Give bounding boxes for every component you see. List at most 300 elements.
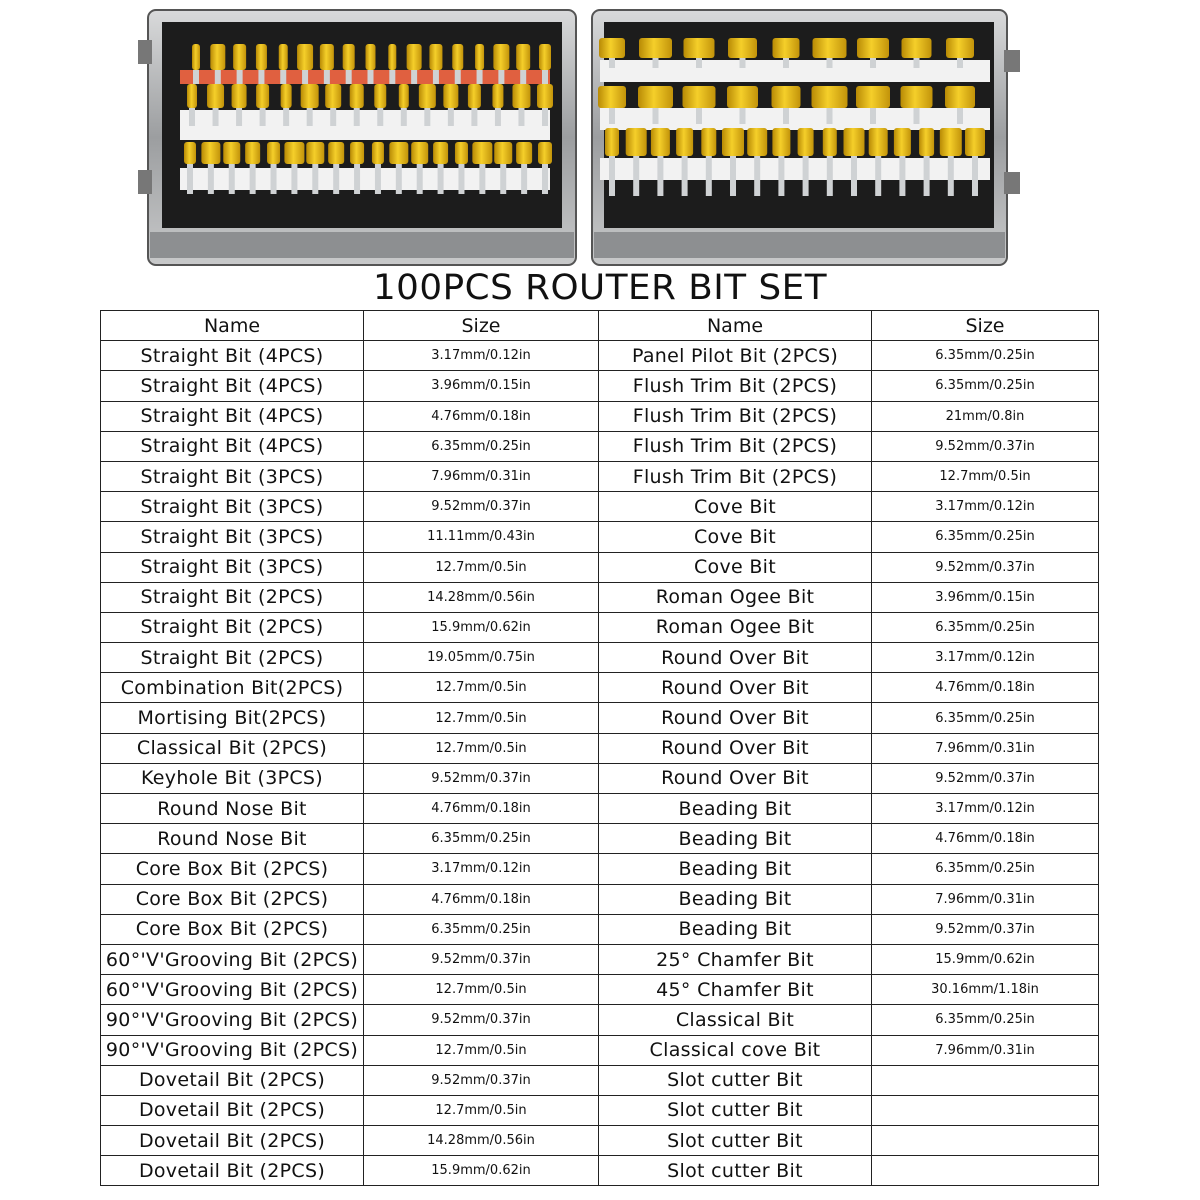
router-bit-head bbox=[494, 142, 512, 164]
table-row bbox=[101, 1156, 1099, 1186]
right-name-cell: Beading Bit bbox=[599, 794, 872, 824]
left-size-cell: 9.52mm/0.37in bbox=[364, 944, 599, 974]
router-bit-head bbox=[728, 38, 757, 58]
table-row bbox=[101, 854, 1099, 884]
router-bit-shank bbox=[377, 108, 383, 126]
left-name-cell: Round Nose Bit bbox=[101, 794, 364, 824]
right-name-cell: Round Over Bit bbox=[599, 703, 872, 733]
left-name-cell: Straight Bit (3PCS) bbox=[101, 461, 364, 491]
router-bit-shank bbox=[730, 156, 736, 196]
left-name-cell: 60°'V'Grooving Bit (2PCS) bbox=[101, 975, 364, 1005]
router-bit-shank bbox=[948, 156, 954, 196]
router-bit-shank bbox=[875, 156, 881, 196]
left-size-cell: 12.7mm/0.5in bbox=[364, 552, 599, 582]
left-size-cell: 12.7mm/0.5in bbox=[364, 703, 599, 733]
router-bit-shank bbox=[389, 70, 395, 84]
right-name-cell: 25° Chamfer Bit bbox=[599, 944, 872, 974]
router-bit-head bbox=[901, 86, 933, 108]
right-size-cell: 21mm/0.8in bbox=[872, 401, 1099, 431]
spec-table bbox=[100, 310, 1099, 1186]
right-size-cell: 4.76mm/0.18in bbox=[872, 673, 1099, 703]
router-bit-shank bbox=[682, 156, 688, 196]
router-bit-shank bbox=[236, 108, 242, 126]
router-bit-head bbox=[350, 84, 364, 108]
right-name-cell: Beading Bit bbox=[599, 884, 872, 914]
right-name-cell: Beading Bit bbox=[599, 824, 872, 854]
router-bit-shank bbox=[333, 164, 339, 194]
right-size-cell: 7.96mm/0.31in bbox=[872, 1035, 1099, 1065]
table-row bbox=[101, 341, 1099, 371]
table-row bbox=[101, 431, 1099, 461]
router-bit-head bbox=[232, 84, 247, 108]
table-row bbox=[101, 1095, 1099, 1125]
router-bit-shank bbox=[609, 108, 615, 124]
right-name-cell: Classical Bit bbox=[599, 1005, 872, 1035]
router-bit-head bbox=[516, 142, 532, 164]
left-name-cell: 90°'V'Grooving Bit (2PCS) bbox=[101, 1005, 364, 1035]
router-bit-head bbox=[455, 142, 468, 164]
router-bit-head bbox=[256, 84, 269, 108]
router-bit-head bbox=[857, 38, 889, 58]
router-bit-shank bbox=[778, 156, 784, 196]
left-size-cell: 14.28mm/0.56in bbox=[364, 582, 599, 612]
router-bit-head bbox=[683, 86, 716, 108]
left-name-cell: Dovetail Bit (2PCS) bbox=[101, 1156, 364, 1186]
router-bit-shank bbox=[324, 70, 330, 84]
right-size-cell: 3.17mm/0.12in bbox=[872, 643, 1099, 673]
router-bit-head bbox=[407, 44, 422, 70]
router-bit-shank bbox=[458, 164, 464, 194]
table-row bbox=[101, 914, 1099, 944]
table-row bbox=[101, 703, 1099, 733]
table-row bbox=[101, 643, 1099, 673]
right-name-cell: Roman Ogee Bit bbox=[599, 612, 872, 642]
router-bit-head bbox=[187, 84, 197, 108]
table-row bbox=[101, 673, 1099, 703]
router-bit-head bbox=[452, 44, 463, 70]
left-name-cell: Straight Bit (2PCS) bbox=[101, 643, 364, 673]
router-bit-shank bbox=[740, 58, 746, 68]
router-bit-head bbox=[902, 38, 932, 58]
left-name-cell: Straight Bit (4PCS) bbox=[101, 371, 364, 401]
router-bit-case-image bbox=[0, 0, 1200, 270]
left-name-cell: Classical Bit (2PCS) bbox=[101, 733, 364, 763]
router-bit-head bbox=[516, 44, 530, 70]
router-bit-shank bbox=[924, 156, 930, 196]
left-name-cell: Core Box Bit (2PCS) bbox=[101, 854, 364, 884]
router-bit-shank bbox=[500, 164, 506, 194]
router-bit-head bbox=[372, 142, 384, 164]
router-bit-shank bbox=[957, 108, 963, 124]
left-name-cell: Keyhole Bit (3PCS) bbox=[101, 763, 364, 793]
router-bit-shank bbox=[438, 164, 444, 194]
router-bit-shank bbox=[260, 108, 266, 126]
router-bit-head bbox=[537, 84, 553, 108]
router-bit-shank bbox=[972, 156, 978, 196]
router-bit-shank bbox=[455, 70, 461, 84]
right-name-cell: Flush Trim Bit (2PCS) bbox=[599, 401, 872, 431]
router-bit-shank bbox=[354, 108, 360, 126]
right-name-cell: Slot cutter Bit bbox=[599, 1126, 872, 1156]
left-name-cell: Straight Bit (2PCS) bbox=[101, 582, 364, 612]
router-bit-head bbox=[350, 142, 364, 164]
router-bit-head bbox=[320, 44, 334, 70]
right-size-cell: 9.52mm/0.37in bbox=[872, 763, 1099, 793]
router-bit-head bbox=[823, 128, 837, 156]
router-bit-head bbox=[433, 142, 448, 164]
right-name-cell: Round Over Bit bbox=[599, 643, 872, 673]
left-name-cell: Round Nose Bit bbox=[101, 824, 364, 854]
router-bit-shank bbox=[633, 156, 639, 196]
right-size-cell: 9.52mm/0.37in bbox=[872, 914, 1099, 944]
router-bit-head bbox=[493, 44, 509, 70]
router-bit-head bbox=[599, 38, 625, 58]
table-row bbox=[101, 461, 1099, 491]
table-row bbox=[101, 1035, 1099, 1065]
router-bit-shank bbox=[215, 70, 221, 84]
right-name-cell: Cove Bit bbox=[599, 522, 872, 552]
left-size-cell: 6.35mm/0.25in bbox=[364, 914, 599, 944]
left-size-cell: 3.17mm/0.12in bbox=[364, 854, 599, 884]
router-bit-shank bbox=[914, 58, 920, 68]
router-bit-head bbox=[233, 44, 246, 70]
router-bit-head bbox=[389, 142, 408, 164]
router-bit-shank bbox=[213, 108, 219, 126]
router-bit-head bbox=[301, 84, 319, 108]
hinge-icon bbox=[138, 170, 152, 194]
router-bit-shank bbox=[271, 164, 277, 194]
router-bit-head bbox=[773, 38, 800, 58]
router-bit-head bbox=[512, 84, 530, 108]
right-name-cell: Round Over Bit bbox=[599, 733, 872, 763]
right-size-cell: 9.52mm/0.37in bbox=[872, 552, 1099, 582]
router-bit-shank bbox=[477, 70, 483, 84]
left-size-cell: 6.35mm/0.25in bbox=[364, 431, 599, 461]
router-bit-head bbox=[894, 128, 911, 156]
left-name-cell: Straight Bit (4PCS) bbox=[101, 431, 364, 461]
router-bit-shank bbox=[827, 108, 833, 124]
router-bit-head bbox=[184, 142, 196, 164]
router-bit-shank bbox=[657, 156, 663, 196]
right-size-cell: 6.35mm/0.25in bbox=[872, 371, 1099, 401]
router-bit-head bbox=[722, 128, 744, 156]
router-bit-shank bbox=[396, 164, 402, 194]
router-bit-head bbox=[946, 38, 974, 58]
router-bit-shank bbox=[609, 156, 615, 196]
right-size-cell bbox=[872, 1156, 1099, 1186]
router-bit-head bbox=[798, 128, 814, 156]
router-bit-head bbox=[727, 86, 758, 108]
router-bit-shank bbox=[411, 70, 417, 84]
router-bit-shank bbox=[424, 108, 430, 126]
router-bit-shank bbox=[237, 70, 243, 84]
router-bit-head bbox=[443, 84, 458, 108]
router-bit-head bbox=[297, 44, 313, 70]
router-bit-head bbox=[267, 142, 280, 164]
right-size-cell: 15.9mm/0.62in bbox=[872, 944, 1099, 974]
right-size-cell: 4.76mm/0.18in bbox=[872, 824, 1099, 854]
left-size-cell: 3.17mm/0.12in bbox=[364, 341, 599, 371]
router-bit-head bbox=[844, 128, 865, 156]
router-bit-shank bbox=[354, 164, 360, 194]
router-bit-shank bbox=[518, 108, 524, 126]
table-row bbox=[101, 763, 1099, 793]
router-bit-head bbox=[538, 142, 552, 164]
table-row bbox=[101, 944, 1099, 974]
router-bit-head bbox=[701, 128, 716, 156]
left-size-cell: 15.9mm/0.62in bbox=[364, 1156, 599, 1186]
router-bit-shank bbox=[542, 164, 548, 194]
left-size-cell: 9.52mm/0.37in bbox=[364, 1065, 599, 1095]
left-name-cell: Combination Bit(2PCS) bbox=[101, 673, 364, 703]
table-row bbox=[101, 371, 1099, 401]
right-name-cell: Beading Bit bbox=[599, 854, 872, 884]
router-bit-shank bbox=[187, 164, 193, 194]
router-bit-shank bbox=[827, 58, 833, 68]
right-size-cell: 9.52mm/0.37in bbox=[872, 431, 1099, 461]
router-bit-head bbox=[772, 86, 801, 108]
right-size-cell: 6.35mm/0.25in bbox=[872, 854, 1099, 884]
left-size-cell: 12.7mm/0.5in bbox=[364, 1095, 599, 1125]
left-size-cell: 14.28mm/0.56in bbox=[364, 1126, 599, 1156]
router-bit-shank bbox=[291, 164, 297, 194]
right-size-cell: 6.35mm/0.25in bbox=[872, 1005, 1099, 1035]
router-bit-head bbox=[306, 142, 324, 164]
router-bit-head bbox=[399, 84, 409, 108]
table-row bbox=[101, 794, 1099, 824]
router-bit-shank bbox=[851, 156, 857, 196]
router-bit-head bbox=[429, 44, 442, 70]
router-bit-head bbox=[812, 86, 848, 108]
latch-icon bbox=[1004, 172, 1020, 194]
table-row bbox=[101, 824, 1099, 854]
right-name-cell: Roman Ogee Bit bbox=[599, 582, 872, 612]
table-row bbox=[101, 612, 1099, 642]
router-bit-head bbox=[869, 128, 888, 156]
table-row bbox=[101, 492, 1099, 522]
router-bit-head bbox=[638, 86, 673, 108]
left-size-cell: 9.52mm/0.37in bbox=[364, 1005, 599, 1035]
left-name-cell: Straight Bit (3PCS) bbox=[101, 492, 364, 522]
router-bit-head bbox=[475, 44, 484, 70]
router-bit-head bbox=[419, 84, 436, 108]
router-bit-shank bbox=[312, 164, 318, 194]
left-size-cell: 4.76mm/0.18in bbox=[364, 794, 599, 824]
left-size-cell: 7.96mm/0.31in bbox=[364, 461, 599, 491]
left-name-cell: Dovetail Bit (2PCS) bbox=[101, 1065, 364, 1095]
router-bit-shank bbox=[258, 70, 264, 84]
table-row bbox=[101, 733, 1099, 763]
router-bit-shank bbox=[914, 108, 920, 124]
router-bit-head bbox=[207, 84, 224, 108]
table-row bbox=[101, 1005, 1099, 1035]
left-size-cell: 3.96mm/0.15in bbox=[364, 371, 599, 401]
table-row bbox=[101, 1126, 1099, 1156]
router-bit-head bbox=[201, 142, 220, 164]
right-name-cell: Panel Pilot Bit (2PCS) bbox=[599, 341, 872, 371]
router-bit-shank bbox=[368, 70, 374, 84]
router-bit-head bbox=[539, 44, 551, 70]
router-bit-shank bbox=[193, 70, 199, 84]
left-size-cell: 4.76mm/0.18in bbox=[364, 401, 599, 431]
left-size-cell: 12.7mm/0.5in bbox=[364, 975, 599, 1005]
right-name-cell: Cove Bit bbox=[599, 552, 872, 582]
right-name-cell: Slot cutter Bit bbox=[599, 1095, 872, 1125]
left-size-cell: 9.52mm/0.37in bbox=[364, 492, 599, 522]
router-bit-head bbox=[284, 142, 304, 164]
table-row bbox=[101, 1065, 1099, 1095]
left-name-cell: Core Box Bit (2PCS) bbox=[101, 884, 364, 914]
router-bit-shank bbox=[307, 108, 313, 126]
router-bit-shank bbox=[740, 108, 746, 124]
left-size-cell: 12.7mm/0.5in bbox=[364, 673, 599, 703]
router-bit-shank bbox=[706, 156, 712, 196]
left-size-cell: 12.7mm/0.5in bbox=[364, 733, 599, 763]
router-bit-shank bbox=[783, 108, 789, 124]
router-bit-head bbox=[256, 44, 267, 70]
router-bit-head bbox=[626, 128, 647, 156]
router-bit-shank bbox=[803, 156, 809, 196]
left-size-cell: 19.05mm/0.75in bbox=[364, 643, 599, 673]
router-bit-shank bbox=[229, 164, 235, 194]
header-size-left: Size bbox=[364, 311, 599, 341]
left-name-cell: Straight Bit (4PCS) bbox=[101, 341, 364, 371]
router-bit-head bbox=[676, 128, 693, 156]
page-title: 100PCS ROUTER BIT SET bbox=[372, 268, 828, 308]
router-bit-shank bbox=[827, 156, 833, 196]
router-bit-head bbox=[651, 128, 670, 156]
left-size-cell: 11.11mm/0.43in bbox=[364, 522, 599, 552]
router-bit-shank bbox=[696, 108, 702, 124]
router-bit-shank bbox=[870, 58, 876, 68]
right-name-cell: Round Over Bit bbox=[599, 673, 872, 703]
table-row bbox=[101, 975, 1099, 1005]
left-name-cell: 60°'V'Grooving Bit (2PCS) bbox=[101, 944, 364, 974]
right-size-cell: 30.16mm/1.18in bbox=[872, 975, 1099, 1005]
right-size-cell: 6.35mm/0.25in bbox=[872, 612, 1099, 642]
right-size-cell: 6.35mm/0.25in bbox=[872, 703, 1099, 733]
right-name-cell: Slot cutter Bit bbox=[599, 1065, 872, 1095]
table-row bbox=[101, 884, 1099, 914]
right-size-cell: 12.7mm/0.5in bbox=[872, 461, 1099, 491]
router-bit-shank bbox=[899, 156, 905, 196]
right-name-cell: Classical cove Bit bbox=[599, 1035, 872, 1065]
router-bit-shank bbox=[653, 58, 659, 68]
router-bit-head bbox=[856, 86, 890, 108]
right-size-cell bbox=[872, 1065, 1099, 1095]
right-size-cell: 3.17mm/0.12in bbox=[872, 492, 1099, 522]
router-bit-shank bbox=[498, 70, 504, 84]
router-bit-shank bbox=[280, 70, 286, 84]
router-bit-shank bbox=[521, 164, 527, 194]
router-bit-shank bbox=[542, 70, 548, 84]
router-bit-shank bbox=[495, 108, 501, 126]
left-name-cell: 90°'V'Grooving Bit (2PCS) bbox=[101, 1035, 364, 1065]
router-bit-head bbox=[639, 38, 672, 58]
left-name-cell: Straight Bit (3PCS) bbox=[101, 522, 364, 552]
right-size-cell bbox=[872, 1126, 1099, 1156]
router-bit-head bbox=[343, 44, 355, 70]
right-name-cell: 45° Chamfer Bit bbox=[599, 975, 872, 1005]
router-bit-head bbox=[813, 38, 847, 58]
right-name-cell: Beading Bit bbox=[599, 914, 872, 944]
header-size-right: Size bbox=[872, 311, 1099, 341]
router-bit-shank bbox=[783, 58, 789, 68]
router-bit-head bbox=[328, 142, 344, 164]
router-bit-shank bbox=[471, 108, 477, 126]
right-name-cell: Round Over Bit bbox=[599, 763, 872, 793]
router-bit-head bbox=[598, 86, 626, 108]
router-bit-shank bbox=[609, 58, 615, 68]
router-bit-shank bbox=[401, 108, 407, 126]
table-row bbox=[101, 582, 1099, 612]
left-name-cell: Dovetail Bit (2PCS) bbox=[101, 1095, 364, 1125]
left-size-cell: 12.7mm/0.5in bbox=[364, 1035, 599, 1065]
router-bit-head bbox=[747, 128, 767, 156]
left-size-cell: 9.52mm/0.37in bbox=[364, 763, 599, 793]
right-size-cell: 3.96mm/0.15in bbox=[872, 582, 1099, 612]
left-size-cell: 4.76mm/0.18in bbox=[364, 884, 599, 914]
router-bit-head bbox=[245, 142, 260, 164]
router-bit-shank bbox=[542, 108, 548, 126]
left-name-cell: Mortising Bit(2PCS) bbox=[101, 703, 364, 733]
router-bit-shank bbox=[479, 164, 485, 194]
right-size-cell: 6.35mm/0.25in bbox=[872, 522, 1099, 552]
router-bit-shank bbox=[250, 164, 256, 194]
router-bit-head bbox=[684, 38, 715, 58]
router-bit-head bbox=[411, 142, 428, 164]
router-bit-shank bbox=[346, 70, 352, 84]
right-name-cell: Slot cutter Bit bbox=[599, 1156, 872, 1186]
router-bit-head bbox=[468, 84, 481, 108]
router-bit-shank bbox=[208, 164, 214, 194]
table-row bbox=[101, 552, 1099, 582]
right-size-cell: 3.17mm/0.12in bbox=[872, 794, 1099, 824]
router-bit-shank bbox=[870, 108, 876, 124]
router-bit-shank bbox=[520, 70, 526, 84]
router-bit-head bbox=[210, 44, 225, 70]
router-bit-shank bbox=[433, 70, 439, 84]
left-size-cell: 15.9mm/0.62in bbox=[364, 612, 599, 642]
header-name-left: Name bbox=[101, 311, 364, 341]
router-bit-shank bbox=[696, 58, 702, 68]
right-size-cell: 7.96mm/0.31in bbox=[872, 733, 1099, 763]
left-name-cell: Dovetail Bit (2PCS) bbox=[101, 1126, 364, 1156]
router-bit-head bbox=[605, 128, 619, 156]
header-name-right: Name bbox=[599, 311, 872, 341]
right-name-cell: Cove Bit bbox=[599, 492, 872, 522]
table-row bbox=[101, 522, 1099, 552]
router-bit-head bbox=[192, 44, 200, 70]
table-header-row bbox=[101, 311, 1099, 341]
router-bit-shank bbox=[957, 58, 963, 68]
router-bit-head bbox=[772, 128, 790, 156]
table-row bbox=[101, 401, 1099, 431]
left-name-cell: Core Box Bit (2PCS) bbox=[101, 914, 364, 944]
router-bit-shank bbox=[330, 108, 336, 126]
router-bit-head bbox=[279, 44, 288, 70]
left-size-cell: 6.35mm/0.25in bbox=[364, 824, 599, 854]
case-left-half bbox=[148, 10, 576, 265]
right-name-cell: Flush Trim Bit (2PCS) bbox=[599, 371, 872, 401]
router-bit-head bbox=[940, 128, 962, 156]
router-bit-shank bbox=[302, 70, 308, 84]
left-name-cell: Straight Bit (4PCS) bbox=[101, 401, 364, 431]
router-bit-head bbox=[325, 84, 341, 108]
router-bit-head bbox=[366, 44, 376, 70]
router-bit-shank bbox=[417, 164, 423, 194]
right-size-cell bbox=[872, 1095, 1099, 1125]
